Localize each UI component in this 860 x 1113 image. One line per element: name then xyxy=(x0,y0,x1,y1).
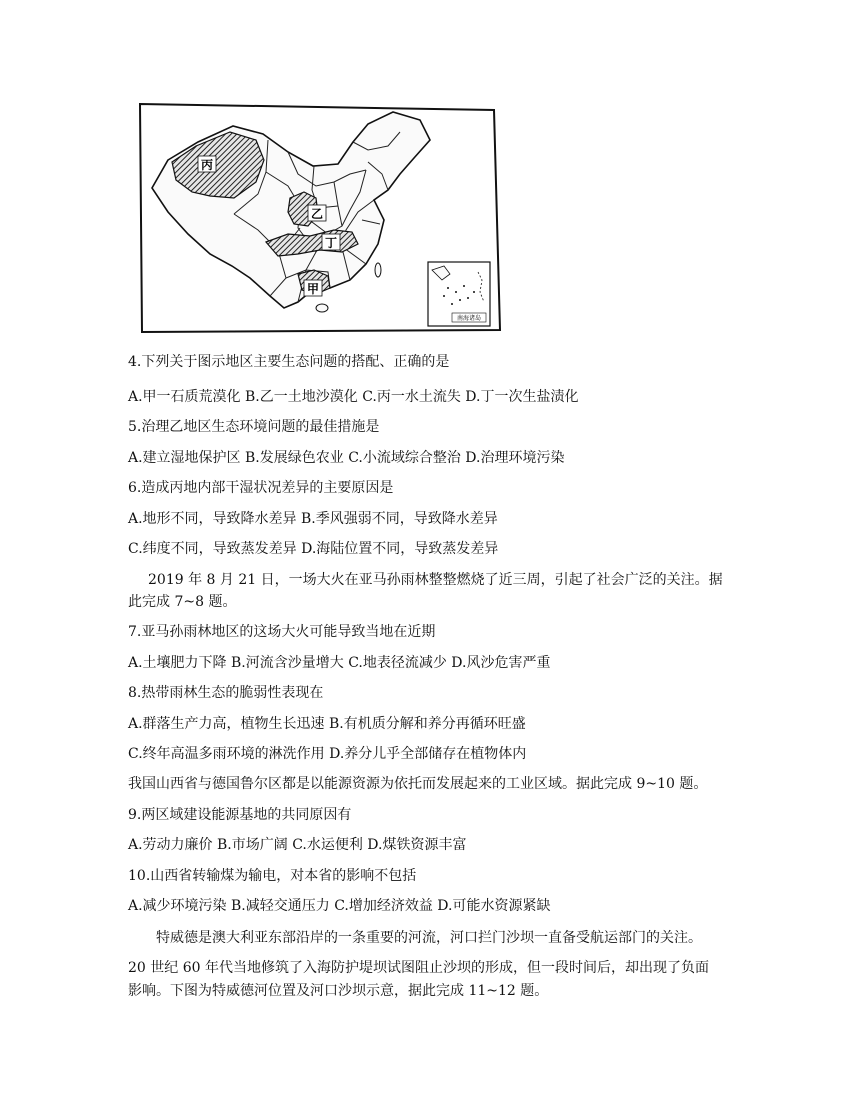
q4-stem: 4.下列关于图示地区主要生态问题的搭配、正确的是 xyxy=(128,354,450,370)
label-ding: 丁 xyxy=(324,236,338,250)
q4-options: A.甲一石质荒漠化 B.乙一土地沙漠化 C.丙一水土流失 D.丁一次生盐渍化 xyxy=(128,389,579,405)
q10-stem: 10.山西省转输煤为输电，对本省的影响不包括 xyxy=(128,868,417,884)
q8-stem: 8.热带雨林生态的脆弱性表现在 xyxy=(128,685,324,701)
q9-options: A.劳动力廉价 B.市场广阔 C.水运便利 D.煤铁资源丰富 xyxy=(128,837,467,853)
passage3-line2: 20 世纪 60 年代当地修筑了入海防护堤坝试图阻止沙坝的形成，但一段时间后，却出现了负面 xyxy=(128,960,709,976)
q7-stem: 7.亚马孙雨林地区的这场大火可能导致当地在近期 xyxy=(128,624,436,640)
q6-options-1: A.地形不同，导致降水差异 B.季风强弱不同，导致降水差异 xyxy=(128,511,498,527)
passage3-line3: 影响。下图为特威德河位置及河口沙坝示意，据此完成 11~12 题。 xyxy=(128,983,549,999)
q8-options-1: A.群落生产力高，植物生长迅速 B.有机质分解和养分再循环旺盛 xyxy=(128,716,526,732)
passage3-line1: 特威德是澳大利亚东部沿岸的一条重要的河流，河口拦门沙坝一直备受航运部门的关注。 xyxy=(156,930,702,946)
china-map xyxy=(138,102,502,334)
passage1-line1: 2019 年 8 月 21 日，一场大火在亚马孙雨林整整燃烧了近三周，引起了社会广泛的关注。据 xyxy=(148,572,723,588)
q5-options: A.建立湿地保护区 B.发展绿色农业 C.小流域综合整治 D.治理环境污染 xyxy=(128,450,565,466)
inset-caption: 南海诸岛 xyxy=(456,315,482,322)
south-china-sea-inset xyxy=(428,262,490,326)
q10-options: A.减少环境污染 B.减轻交通压力 C.增加经济效益 D.可能水资源紧缺 xyxy=(128,898,551,914)
q7-options: A.土壤肥力下降 B.河流含沙量增大 C.地表径流减少 D.风沙危害严重 xyxy=(128,655,551,671)
china-map-figure xyxy=(138,102,502,334)
passage2: 我国山西省与德国鲁尔区都是以能源资源为依托而发展起来的工业区域。据此完成 9~10 题。 xyxy=(128,776,708,792)
q9-stem: 9.两区域建设能源基地的共同原因有 xyxy=(128,807,352,823)
label-jia: 甲 xyxy=(306,282,320,296)
passage1-line2: 此完成 7~8 题。 xyxy=(128,594,237,610)
hainan-island xyxy=(316,304,328,312)
label-yi: 乙 xyxy=(310,207,324,221)
taiwan-island xyxy=(375,263,381,277)
q8-options-2: C.终年高温多雨环境的淋洗作用 D.养分儿乎全部储存在植物体内 xyxy=(128,746,527,762)
q6-stem: 6.造成丙地内部干湿状况差异的主要原因是 xyxy=(128,480,394,496)
q6-options-2: C.纬度不同，导致蒸发差异 D.海陆位置不同，导致蒸发差异 xyxy=(128,541,499,557)
q5-stem: 5.治理乙地区生态环境问题的最佳措施是 xyxy=(128,419,380,435)
label-bing: 丙 xyxy=(200,158,214,172)
